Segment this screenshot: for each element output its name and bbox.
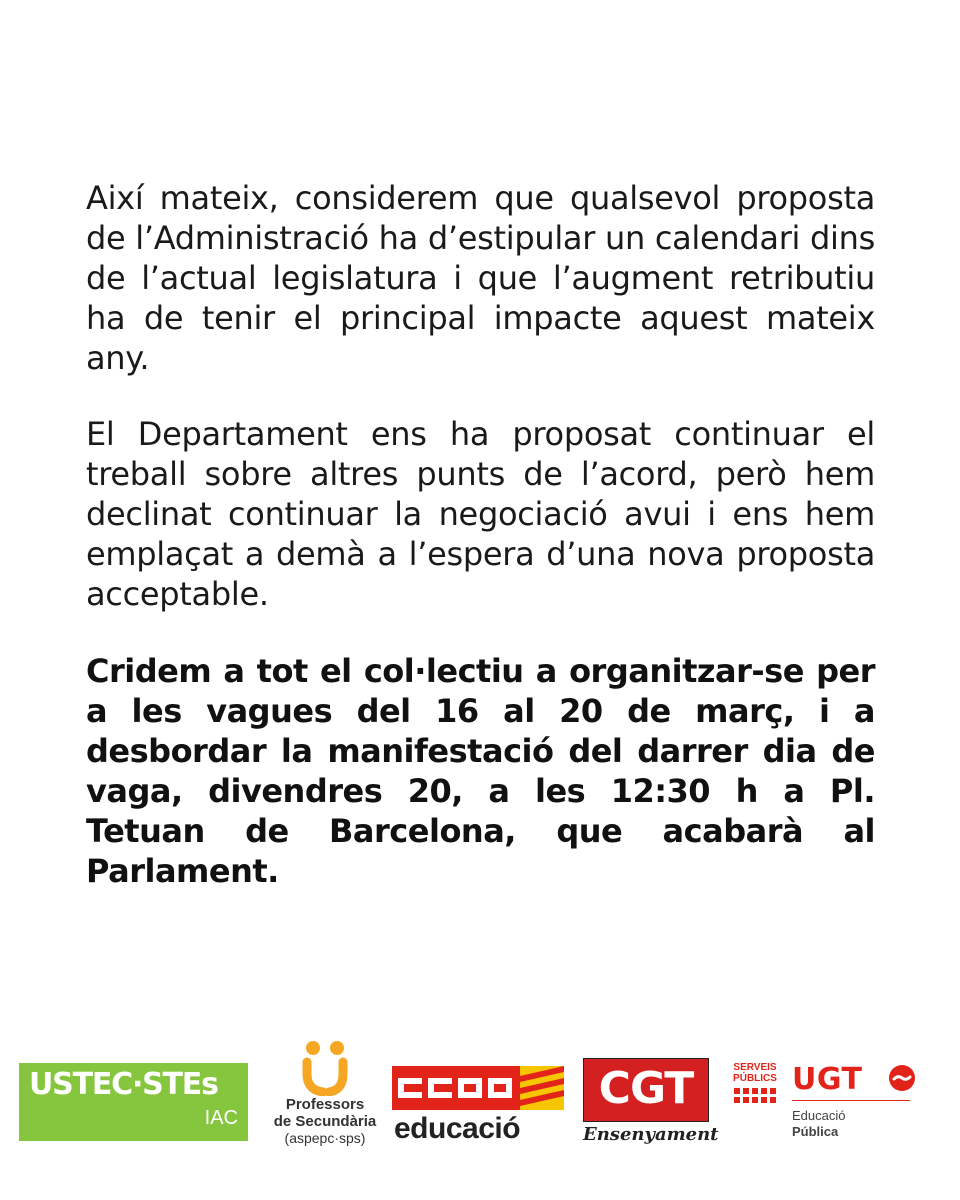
professors-line-2: de Secundària	[273, 1113, 377, 1130]
ccoo-educacio-logo	[392, 1066, 564, 1150]
cgt-red-box	[583, 1058, 709, 1122]
catalan-flag-icon	[520, 1066, 564, 1110]
union-logos-row	[0, 1030, 960, 1180]
ugt-sub-line-1: Educació	[792, 1108, 846, 1123]
document-body	[86, 178, 875, 891]
ugt-handshake-icon	[888, 1064, 916, 1092]
ugt-divider	[792, 1100, 910, 1101]
ustec-logo-name: USTEC·STEs	[29, 1067, 218, 1102]
professors-line-3: (aspepc·sps)	[284, 1130, 366, 1146]
paragraph-3-call-to-action: Cridem a tot el col·lectiu a organitzar-se per a les vagues del 16 al 20 de març, i a desbordar la manifestació del darrer dia de vaga, divendres 20, a les 12:30 h a Pl. Tetuan de Barcelona, que acabarà al Parlament.	[86, 652, 875, 890]
paragraph-2: El Departament ens ha proposat continuar el treball sobre altres punts de l’acord, però hem declinat continuar la negociació avui i ens hem emplaçat a demà a l’espera d’una nova proposta acceptable.	[86, 415, 875, 613]
cgt-logo-sub: Ensenyament	[583, 1124, 719, 1145]
professors-secundaria-logo	[266, 1040, 384, 1170]
ugt-logo-name: UGT	[792, 1062, 863, 1097]
ccoo-blocks-icon	[392, 1066, 520, 1110]
ugt-tag-line-2: PÚBLICS	[733, 1073, 777, 1084]
professors-figure-icon	[295, 1040, 355, 1096]
professors-line-1: Professors	[285, 1096, 365, 1113]
ugt-tag-line-1: SERVEIS	[733, 1062, 777, 1073]
ustec-stes-logo	[19, 1063, 248, 1141]
ugt-logo-sub	[792, 1108, 845, 1140]
ugt-serveis-tag	[730, 1062, 780, 1084]
ugt-educacio-logo	[728, 1060, 918, 1180]
ustec-logo-sub: IAC	[204, 1107, 238, 1129]
paragraph-1: Així mateix, considerem que qualsevol proposta de l’Administració ha d’estipular un calendari dins de l’actual legislatura i que l’augment retributiu ha de tenir el principal impacte aquest mateix any.	[86, 179, 875, 377]
ugt-dots-icon	[734, 1088, 778, 1104]
ugt-sub-line-2: Pública	[792, 1124, 839, 1139]
cgt-ensenyament-logo	[583, 1058, 719, 1176]
ccoo-logo-sub: educació	[394, 1112, 521, 1145]
cgt-logo-name: CGT	[598, 1063, 694, 1114]
